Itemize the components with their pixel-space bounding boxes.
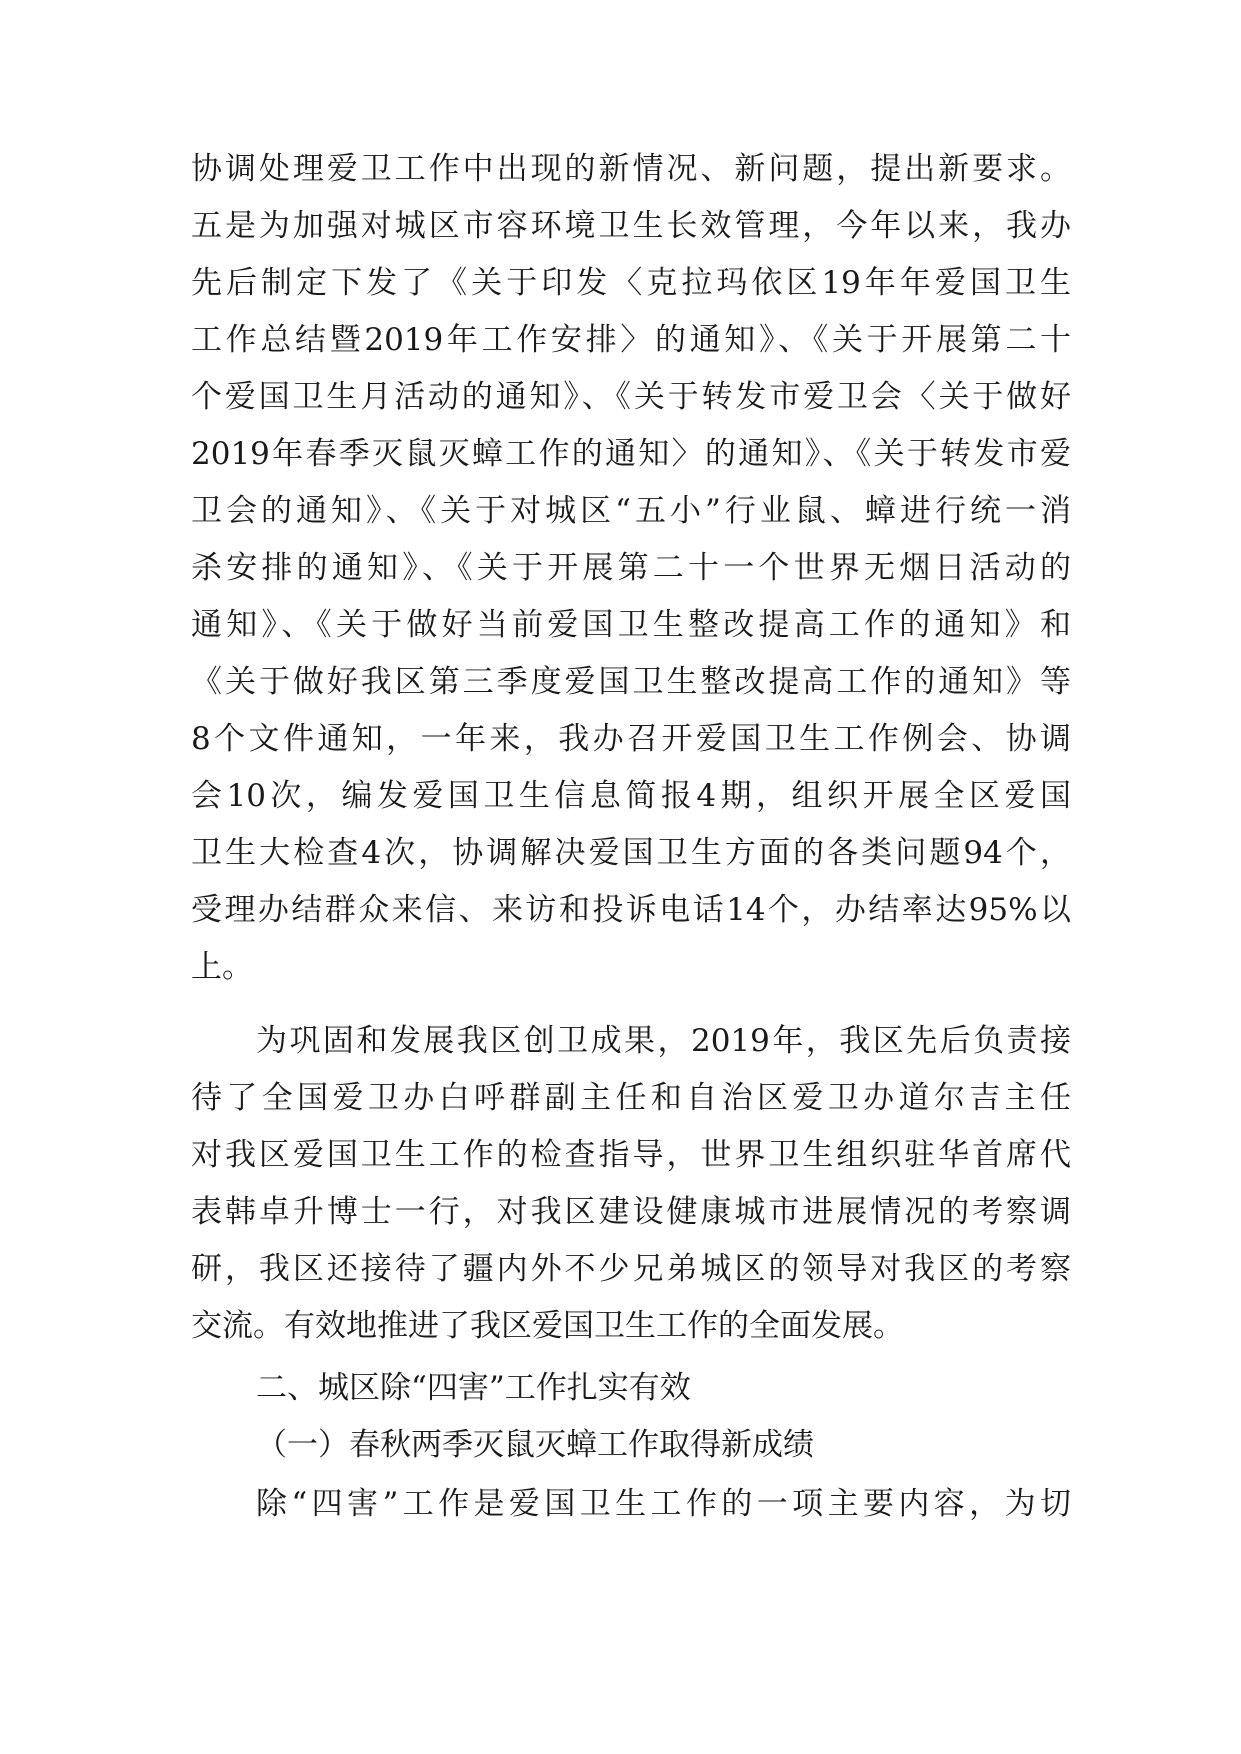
body-text-line: 2019年春季灭鼠灭蟑工作的通知〉的通知》、《关于转发市爱 (191, 436, 1071, 472)
body-text-line: 杀安排的通知》、《关于开展第二十一个世界无烟日活动的 (191, 550, 1071, 586)
body-text-line: 卫生大检查4次，协调解决爱国卫生方面的各类问题94个， (191, 835, 1071, 871)
body-text-line: 《关于做好我区第三季度爱国卫生整改提高工作的通知》等 (191, 664, 1071, 700)
paragraph-first-line: 为巩固和发展我区创卫成果，2019年，我区先后负责接 (256, 1023, 1071, 1059)
body-text-line: 通知》、《关于做好当前爱国卫生整改提高工作的通知》和 (191, 607, 1071, 643)
body-text-line: 上。 (191, 949, 253, 985)
subsection-heading: （一）春秋两季灭鼠灭蟑工作取得新成绩 (256, 1427, 814, 1463)
body-text-line: 协调处理爱卫工作中出现的新情况、新问题，提出新要求。 (191, 151, 1071, 187)
paragraph-first-line: 除“四害”工作是爱国卫生工作的一项主要内容，为切 (256, 1486, 1071, 1522)
section-heading: 二、城区除“四害”工作扎实有效 (256, 1370, 691, 1406)
body-text-line: 8个文件通知，一年来，我办召开爱国卫生工作例会、协调 (191, 721, 1071, 757)
body-text-line: 对我区爱国卫生工作的检查指导，世界卫生组织驻华首席代 (191, 1137, 1071, 1173)
body-text-line: 会10次，编发爱国卫生信息简报4期，组织开展全区爱国 (191, 778, 1071, 814)
body-text-line: 个爱国卫生月活动的通知》、《关于转发市爱卫会〈关于做好 (191, 379, 1071, 415)
body-text-line: 工作总结暨2019年工作安排〉的通知》、《关于开展第二十 (191, 322, 1071, 358)
body-text-line: 受理办结群众来信、来访和投诉电话14个，办结率达95%以 (191, 892, 1071, 928)
body-text-line: 表韩卓升博士一行，对我区建设健康城市进展情况的考察调 (191, 1194, 1071, 1230)
body-text-line: 先后制定下发了《关于印发〈克拉玛依区19年年爱国卫生 (191, 265, 1071, 301)
body-text-line: 交流。有效地推进了我区爱国卫生工作的全面发展。 (191, 1308, 904, 1344)
body-text-line: 卫会的通知》、《关于对城区“五小”行业鼠、蟑进行统一消 (191, 493, 1071, 529)
body-text-line: 研，我区还接待了疆内外不少兄弟城区的领导对我区的考察 (191, 1251, 1071, 1287)
body-text-line: 五是为加强对城区市容环境卫生长效管理，今年以来，我办 (191, 208, 1071, 244)
body-text-line: 待了全国爱卫办白呼群副主任和自治区爱卫办道尔吉主任 (191, 1080, 1071, 1116)
